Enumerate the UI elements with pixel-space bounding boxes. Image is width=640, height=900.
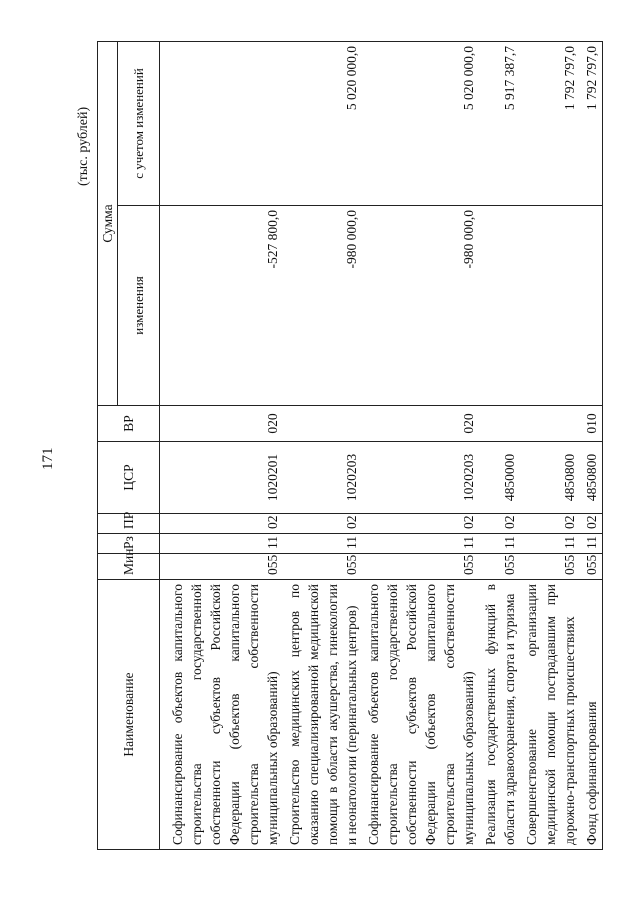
row-rz: 11 bbox=[362, 534, 479, 554]
table-row bbox=[283, 41, 362, 849]
row-rz: 11 bbox=[479, 534, 520, 554]
table-row bbox=[160, 41, 284, 849]
row-min: 055 bbox=[283, 554, 362, 580]
row-total: 5 020 000,0 bbox=[283, 41, 362, 205]
row-pr: 02 bbox=[160, 514, 284, 534]
row-csr: 1020203 bbox=[283, 442, 362, 514]
row-min: 055 bbox=[479, 554, 520, 580]
row-total: 5 917 387,7 bbox=[479, 41, 520, 205]
row-name: Совершенствование организации медицинской помощи пострадавшим при дорожно-транспортных происшествиях bbox=[520, 580, 580, 850]
row-pr: 02 bbox=[479, 514, 520, 534]
row-change bbox=[479, 206, 520, 406]
budget-table bbox=[97, 41, 603, 850]
row-total: 1 792 797,0 bbox=[520, 41, 580, 205]
row-total bbox=[160, 41, 284, 205]
row-total: 5 020 000,0 bbox=[362, 41, 479, 205]
header-pr: ПР bbox=[98, 514, 160, 534]
row-vr bbox=[283, 406, 362, 442]
row-csr: 1020201 bbox=[160, 442, 284, 514]
header-vr: ВР bbox=[98, 406, 160, 442]
row-csr: 4850000 bbox=[479, 442, 520, 514]
row-change: -980 000,0 bbox=[362, 206, 479, 406]
header-rz: Рз bbox=[98, 534, 160, 554]
header-min: Мин bbox=[98, 554, 160, 580]
row-rz: 11 bbox=[580, 534, 603, 554]
row-vr: 010 bbox=[580, 406, 603, 442]
header-changes: изменения bbox=[118, 206, 160, 406]
row-rz: 11 bbox=[160, 534, 284, 554]
header-sum: Сумма bbox=[98, 41, 118, 405]
row-min: 055 bbox=[520, 554, 580, 580]
row-name: Софинансирование объектов капитального строительства государственной собственности субъектов Российской Федерации (объектов капитального строительства собственности муниципальных образований) bbox=[160, 580, 284, 850]
row-change bbox=[520, 206, 580, 406]
row-name: Софинансирование объектов капитального строительства государственной собственности субъектов Российской Федерации (объектов капитального строительства собственности муниципальных образований) bbox=[362, 580, 479, 850]
table-body bbox=[160, 41, 603, 849]
header-with-changes: с учетом изменений bbox=[118, 41, 160, 205]
row-min: 055 bbox=[580, 554, 603, 580]
row-change: -527 800,0 bbox=[160, 206, 284, 406]
row-vr bbox=[520, 406, 580, 442]
table-row bbox=[580, 41, 603, 849]
row-change bbox=[580, 206, 603, 406]
row-name: Строительство медицинских центров по оказанию специализированной медицинской помощи в области акушерства, гинекологии и неонатологии (перинатальных центров) bbox=[283, 580, 362, 850]
row-vr bbox=[479, 406, 520, 442]
row-vr: 020 bbox=[160, 406, 284, 442]
table-row bbox=[479, 41, 520, 849]
row-name: Реализация государственных функций в области здравоохранения, спорта и туризма bbox=[479, 580, 520, 850]
header-name: Наименование bbox=[98, 580, 160, 850]
row-pr: 02 bbox=[520, 514, 580, 534]
row-change: -980 000,0 bbox=[283, 206, 362, 406]
row-min: 055 bbox=[362, 554, 479, 580]
row-rz: 11 bbox=[520, 534, 580, 554]
row-pr: 02 bbox=[362, 514, 479, 534]
row-csr: 4850800 bbox=[580, 442, 603, 514]
row-name: Фонд софинансирования bbox=[580, 580, 603, 850]
row-vr: 020 bbox=[362, 406, 479, 442]
row-pr: 02 bbox=[283, 514, 362, 534]
table-row bbox=[362, 41, 479, 849]
row-min: 055 bbox=[160, 554, 284, 580]
header-csr: ЦСР bbox=[98, 442, 160, 514]
row-csr: 4850800 bbox=[520, 442, 580, 514]
row-total: 1 792 797,0 bbox=[580, 41, 603, 205]
row-csr: 1020203 bbox=[362, 442, 479, 514]
units-label: (тыс. рублей) bbox=[76, 106, 91, 186]
row-pr: 02 bbox=[580, 514, 603, 534]
page-number: 171 bbox=[40, 447, 56, 470]
table-row bbox=[520, 41, 580, 849]
row-rz: 11 bbox=[283, 534, 362, 554]
